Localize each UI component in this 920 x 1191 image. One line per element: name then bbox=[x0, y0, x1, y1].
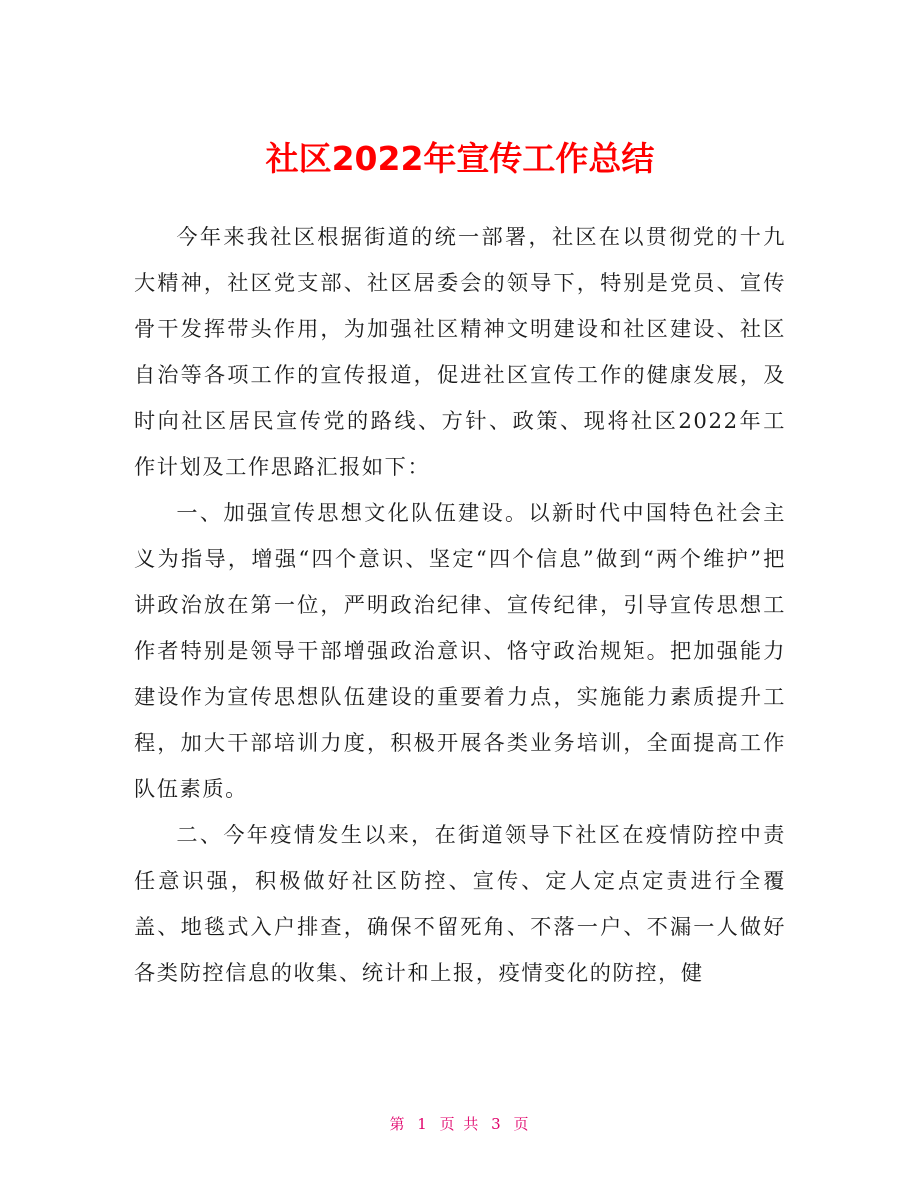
current-page-number: 1 bbox=[417, 1115, 429, 1133]
page-footer bbox=[0, 1112, 920, 1136]
page-label-suffix: 页 bbox=[513, 1115, 531, 1133]
paragraph-intro: 今年来我社区根据街道的统一部署，社区在以贯彻党的十九大精神，社区党支部、社区居委会的领导下，特别是党员、宣传骨干发挥带头作用，为加强社区精神文明建设和社区建设、社区自治等各项工作的宣传报道，促进社区宣传工作的健康发展，及时向社区居民宣传党的路线、方针、政策、现将社区2022年工作计划及工作思路汇报如下： bbox=[134, 224, 786, 479]
paragraph-section-1: 一、加强宣传思想文化队伍建设。以新时代中国特色社会主义为指导，增强“四个意识、坚定“四个信息”做到“两个维护”把讲政治放在第一位，严明政治纪律、宣传纪律，引导宣传思想工作者特别是领导干部增强政治意识、恪守政治规矩。把加强能力建设作为宣传思想队伍建设的重要着力点，实施能力素质提升工程，加大干部培训力度，积极开展各类业务培训，全面提高工作队伍素质。 bbox=[134, 500, 786, 801]
paragraph-section-2: 二、今年疫情发生以来，在街道领导下社区在疫情防控中责任意识强，积极做好社区防控、宣传、定人定点定责进行全覆盖、地毯式入户排查，确保不留死角、不落一户、不漏一人做好各类防控信息的收集、统计和上报，疫情变化的防控，健 bbox=[134, 822, 786, 985]
total-pages-number: 3 bbox=[491, 1115, 503, 1133]
document-title: 社区2022年宣传工作总结 bbox=[265, 139, 655, 179]
page-label-prefix: 第 bbox=[389, 1115, 407, 1133]
document-body bbox=[134, 214, 786, 996]
page-label-mid: 页 共 bbox=[439, 1115, 481, 1133]
